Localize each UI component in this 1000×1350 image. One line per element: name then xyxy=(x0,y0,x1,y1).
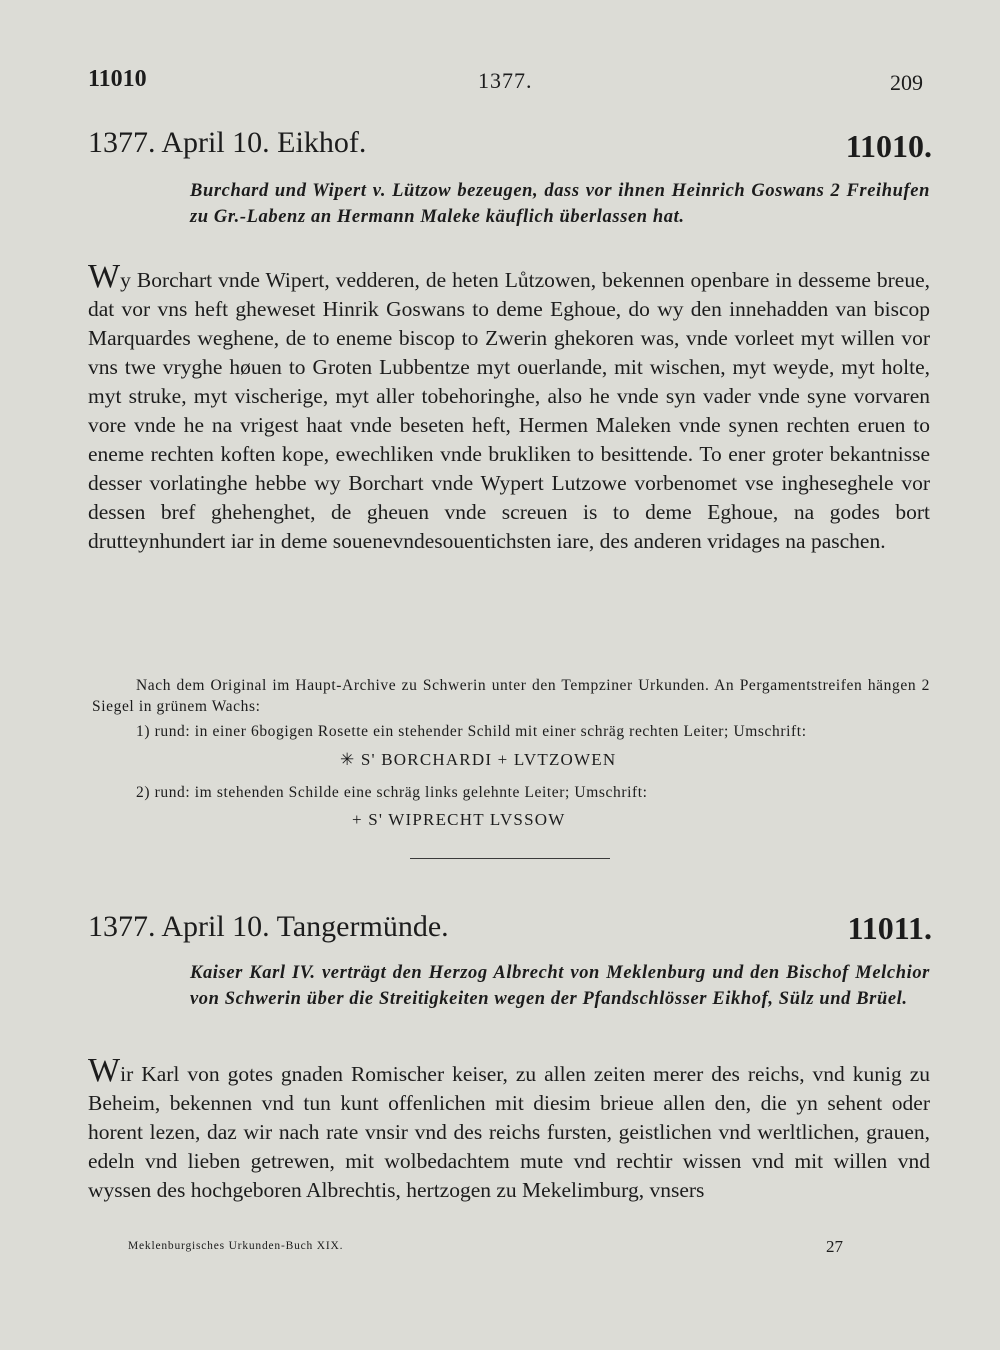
running-header-year: 1377. xyxy=(478,68,533,93)
seal-legend-2: + S' WIPRECHT LVSSOW xyxy=(352,810,566,829)
entry-number-2: 11011. xyxy=(847,910,932,946)
footer-signature-mark: 27 xyxy=(826,1237,843,1256)
seal-description-2: 2) rund: im stehenden Schilde eine schräg links gelehnte Leiter; Umschrift: xyxy=(136,784,648,801)
seal-description-1: 1) rund: in einer 6bogigen Rosette ein stehender Schild mit einer schräg rechten Leiter; Umschrift: xyxy=(136,723,807,740)
running-header-document-number: 11010 xyxy=(88,66,147,92)
page-number: 209 xyxy=(890,70,923,95)
entry-number: 11010. xyxy=(845,128,932,164)
seal-legend-1: ✳ S' BORCHARDI + LVTZOWEN xyxy=(340,750,617,769)
entry-date-place-2: 1377. April 10. Tangermünde. xyxy=(88,910,449,943)
source-note xyxy=(92,675,930,742)
entry-body-text-2 xyxy=(88,1052,930,1205)
source-description: Nach dem Original im Haupt-Archive zu Schwerin unter den Tempziner Urkunden. An Pergamentstreifen hängen 2 Siegel in grünem Wachs: xyxy=(92,677,930,715)
body-paragraph: y Borchart vnde Wipert, vedderen, de heten Lůtzowen, bekennen openbare in desseme breue, dat vor vns heft gheweset Hinrik Goswans to deme Eghoue, do wy den innehadden van biscop Marquardes weghene, de to eneme biscop to Zwerin ghekoren was, vnde vorleet myt willen vor vns twe vryghe høuen to Groten Lubbentze myt ouerlande, mit wischen, myt weyde, myt holte, myt struke, myt vischerige, myt aller tobehoringhe, also he vnde syn vader vnde syne vorvaren vore vnde he na vrigest haat vnde beseten heft, Hermen Maleken vnde synen rechten eruen to eneme rechten koften kope, ewechliken vnde brukliken to besittende. To ener groter bekantnisse desser vorlatinghe hebbe wy Borchart vnde Wypert Lutzowe vorbenomet vse ingheseghele vor dessen bref ghehenghet, de gheuen vnde screuen is to deme Eghoue, na godes bort drutteynhundert iar in deme souenevndesouentichsten iare, des anderen vridages na paschen. xyxy=(88,268,930,553)
entry-summary: Burchard und Wipert v. Lützow bezeugen, dass vor ihnen Heinrich Goswans 2 Freihufen zu Gr.-Labenz an Hermann Maleke käuflich überlassen hat. xyxy=(190,181,930,227)
source-note-seal-2 xyxy=(92,782,930,803)
entry-date-place: 1377. April 10. Eikhof. xyxy=(88,126,367,159)
body-paragraph-2: ir Karl von gotes gnaden Romischer keiser, zu allen zeiten merer des reichs, vnd kunig zu Beheim, bekennen vnd tun kunt offenlichen mit diesim brieue allen den, die yn sehent oder horent lezen, daz wir nach rate vnsir vnd des reichs fursten, geistlichen vnd werltlichen, grauen, edeln vnd lieben getrewen, mit wolbedachtem mute vnd rechtir wissen vnd mit willen vnd wyssen des hochgeboren Albrechtis, hertzogen zu Mekelimburg, vnsers xyxy=(88,1062,930,1202)
initial-letter-2: W xyxy=(88,1052,121,1089)
entry-summary-2: Kaiser Karl IV. verträgt den Herzog Albrecht von Meklenburg und den Bischof Melchior von Schwerin über die Streitigkeiten wegen der Pfandschlösser Eikhof, Sülz und Brüel. xyxy=(190,963,930,1009)
footer-book-title: Meklenburgisches Urkunden-Buch XIX. xyxy=(128,1240,344,1252)
entry-body-text xyxy=(88,258,930,556)
section-divider xyxy=(410,858,610,859)
initial-letter: W xyxy=(88,258,121,295)
